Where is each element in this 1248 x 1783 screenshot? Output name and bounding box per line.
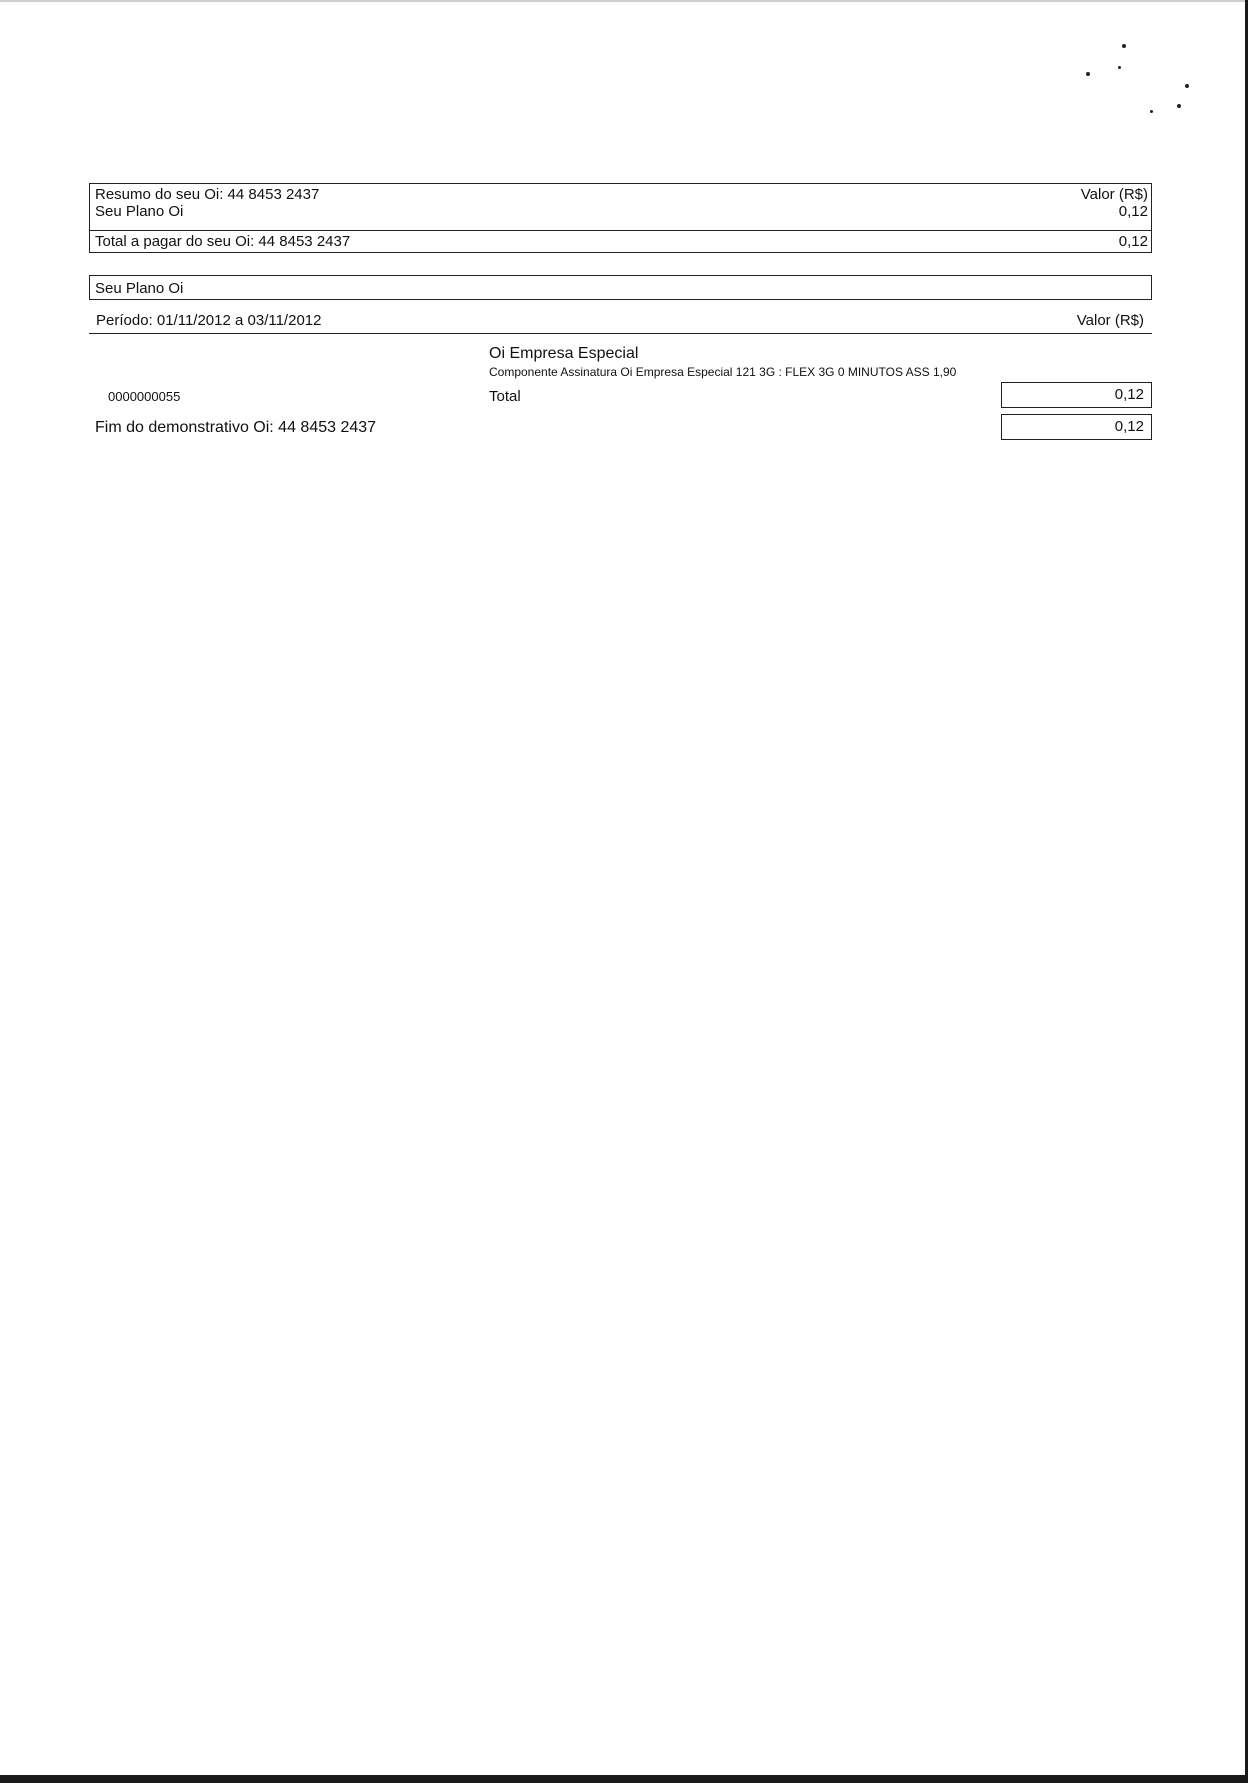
plan-section-box [89, 275, 1152, 300]
product-component: Componente Assinatura Oi Empresa Especial 121 3G : FLEX 3G 0 MINUTOS ASS 1,90 [489, 365, 957, 379]
scan-speck [1118, 66, 1121, 69]
end-of-statement-value: 0,12 [1114, 418, 1144, 435]
summary-value-header: Valor (R$) [1080, 186, 1148, 203]
summary-plan-label: Seu Plano Oi [95, 203, 184, 220]
line-code: 0000000055 [108, 389, 181, 404]
plan-section-title: Seu Plano Oi [95, 280, 184, 297]
scan-speck [1185, 84, 1189, 88]
summary-total-label: Total a pagar do seu Oi: 44 8453 2437 [95, 233, 351, 250]
product-name: Oi Empresa Especial [489, 345, 639, 362]
plan-value-header: Valor (R$) [1076, 312, 1144, 329]
plan-total-label: Total [489, 388, 521, 405]
summary-plan-value: 0,12 [1118, 203, 1148, 220]
plan-period: Período: 01/11/2012 a 03/11/2012 [96, 312, 322, 329]
scan-speck [1086, 72, 1090, 76]
summary-title: Resumo do seu Oi: 44 8453 2437 [95, 186, 320, 203]
plan-total-value: 0,12 [1114, 386, 1144, 403]
scan-edge-top [0, 0, 1248, 2]
summary-divider [90, 230, 1151, 231]
period-rule [89, 333, 1152, 334]
scan-edge-bottom [0, 1775, 1248, 1783]
scan-speck [1177, 104, 1181, 108]
scan-speck [1122, 44, 1126, 48]
summary-total-value: 0,12 [1118, 233, 1148, 250]
scan-speck [1150, 110, 1153, 113]
end-of-statement-label: Fim do demonstrativo Oi: 44 8453 2437 [95, 419, 377, 436]
